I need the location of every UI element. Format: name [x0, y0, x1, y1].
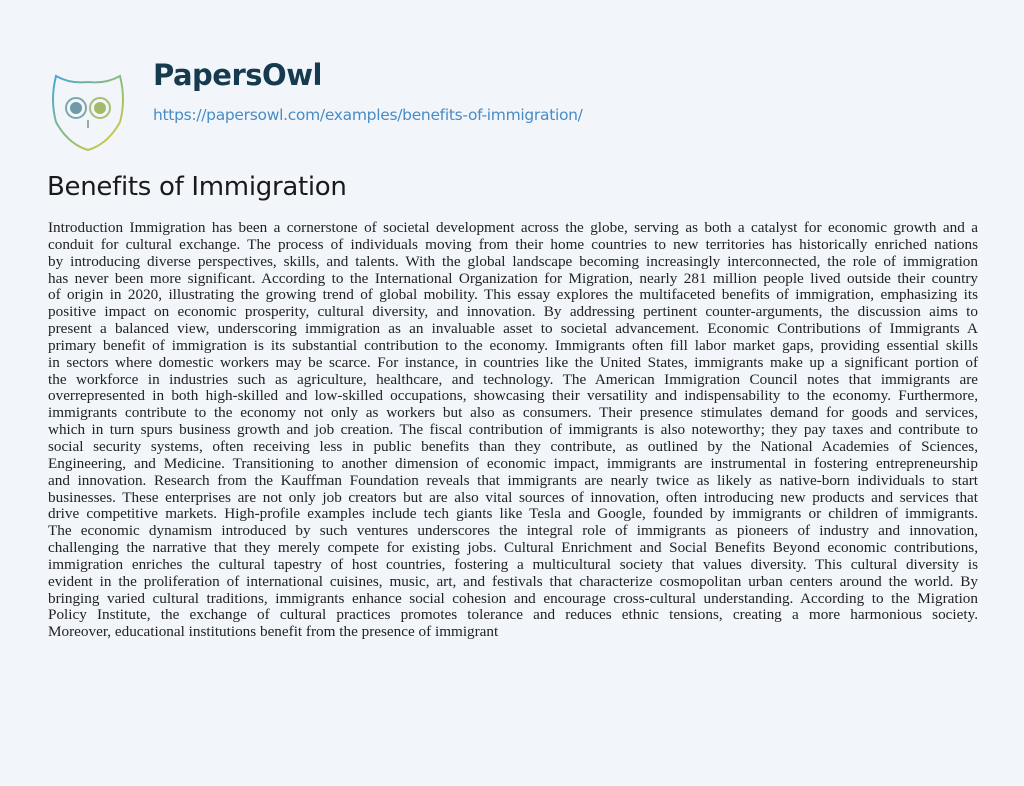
- essay-line: Moreover, educational institutions benefit from the presence of immigrant: [48, 623, 499, 641]
- brand-name: PapersOwl: [153, 58, 322, 92]
- owl-logo-icon: [50, 70, 126, 152]
- essay-line: challenging the narrative that they merely compete for existing jobs. Cultural Enrichment and Social Benefits Beyond economic contributions,: [48, 539, 978, 557]
- essay-line: drive competitive markets. High-profile examples include tech giants like Tesla and Google, founded by immigrants or children of immigrants.: [48, 505, 978, 523]
- essay-line: and innovation. Research from the Kauffman Foundation reveals that immigrants are nearly twice as likely as native-born individuals to start: [48, 471, 978, 489]
- essay-line: immigrants contribute to the economy not only as workers but also as consumers. Their presence stimulates demand for goods and services,: [48, 404, 978, 422]
- essay-line: bringing varied cultural traditions, immigrants enhance social cohesion and encourage cross-cultural understanding. According to the Migration: [48, 589, 978, 607]
- essay-line: The economic dynamism introduced by such ventures underscores the integral role of immigrants as pioneers of industry and innovation,: [48, 522, 978, 540]
- essay-line: by introducing diverse perspectives, skills, and talents. With the global landscape becoming increasingly interconnected, the role of immigration: [48, 252, 978, 270]
- essay-line: has never been more significant. According to the International Organization for Migration, nearly 281 million people lived outside their country: [48, 269, 978, 287]
- essay-line: Introduction Immigration has been a cornerstone of societal development across the globe, serving as both a catalyst for economic growth and a: [48, 219, 978, 236]
- essay-line: positive impact on economic prosperity, cultural diversity, and innovation. By addressing pertinent counter-arguments, the discussion aims to: [48, 303, 978, 321]
- essay-line: which in turn spurs business growth and job creation. The fiscal contribution of immigrants is also noteworthy; they pay taxes and contribute to: [48, 421, 978, 439]
- essay-line: the workforce in industries such as agriculture, healthcare, and technology. The American Immigration Council notes that immigrants are: [48, 370, 978, 388]
- essay-line: primary benefit of immigration is its substantial contribution to the economy. Immigrants often fill labor market gaps, providing essential skills: [48, 336, 978, 354]
- essay-line: overrepresented in both high-skilled and low-skilled occupations, showcasing their versatility and indispensability to the economy. Furthermore,: [48, 387, 978, 405]
- essay-line: businesses. These enterprises are not only job creators but are also vital sources of innovation, often introducing new products and services that: [48, 488, 978, 506]
- essay-line: evident in the proliferation of international cuisines, music, art, and festivals that characterize cosmopolitan urban centers around the world. By: [48, 572, 978, 590]
- essay-line: immigration enriches the cultural tapestry of host countries, fostering a multicultural society that values diversity. This cultural diversity is: [48, 555, 978, 573]
- essay-line: social security systems, often receiving less in public benefits than they contribute, as outlined by the National Academies of Sciences,: [48, 437, 978, 455]
- essay-body: [48, 220, 978, 641]
- essay-line: present a balanced view, underscoring immigration as an invaluable asset to societal advancement. Economic Contributions of Immigrants A: [48, 320, 978, 338]
- essay-line: conduit for cultural exchange. The process of individuals moving from their home countries to new territories has historically enriched nations: [48, 235, 978, 253]
- essay-line: Policy Institute, the exchange of cultural practices promotes tolerance and reduces ethnic tensions, creating a more harmonious society.: [48, 606, 978, 624]
- essay-line: Engineering, and Medicine. Transitioning to another dimension of economic impact, immigrants are instrumental in fostering entrepreneurship: [48, 454, 978, 472]
- essay-line: in sectors where domestic workers may be scarce. For instance, in countries like the United States, immigrants make up a significant portion of: [48, 353, 978, 371]
- page-url[interactable]: https://papersowl.com/examples/benefits-of-immigration/: [153, 106, 583, 124]
- page-title: Benefits of Immigration: [47, 172, 347, 202]
- essay-line: of origin in 2020, illustrating the growing trend of global mobility. This essay explores the multifaceted benefits of immigration, emphasizing its: [48, 286, 978, 304]
